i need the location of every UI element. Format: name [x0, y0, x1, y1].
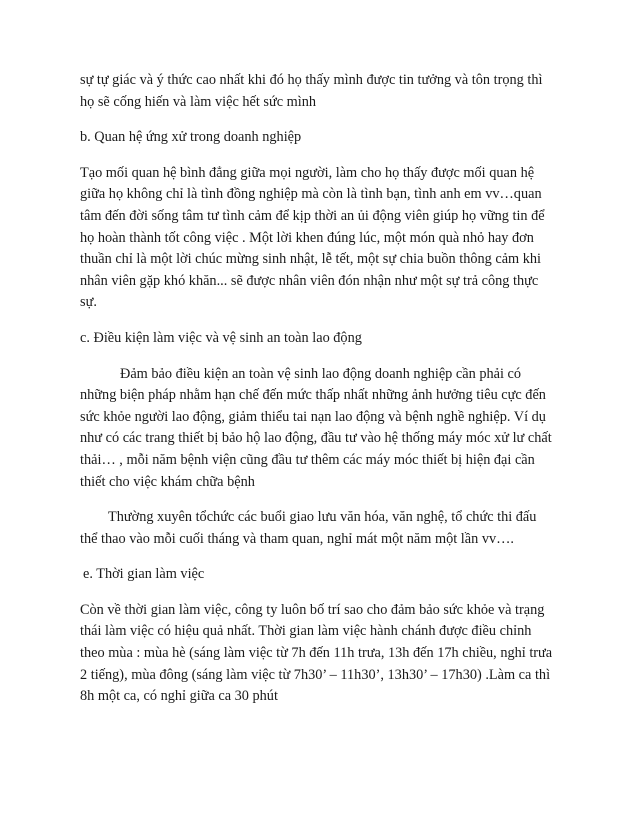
text-line: Tạo mối quan hệ bình đẳng giữa mọi người, làm cho họ thấy được mối quan hệ — [80, 164, 535, 181]
text-line: thải… , mỗi năm bệnh viện cũng đầu tư thêm các máy móc thiết bị hiện đại cần — [80, 451, 535, 468]
text-line: giữa họ không chỉ là tình đồng nghiệp mà còn là tình bạn, tình anh em vv…quan — [80, 186, 542, 203]
text-line: nhân viên gặp khó khăn... sẽ được nhân viên đón nhận như một sự trả công thực — [80, 272, 539, 289]
text-line: theo mùa : mùa hè (sáng làm việc từ 7h đến 11h trưa, 13h đến 17h chiều, nghỉ trưa — [80, 645, 553, 662]
text-line: thể thao vào mỗi cuối tháng và tham quan, nghỉ mát một năm một lần vv…. — [80, 530, 514, 547]
paragraph-working-hours — [80, 600, 565, 708]
text-line: họ sẽ cống hiến và làm việc hết sức mình — [80, 93, 317, 110]
section-heading-e: e. Thời gian làm việc — [83, 566, 205, 583]
paragraph-relationships — [80, 163, 565, 314]
text-line: tâm đến đời sống tâm tư tình cảm để kịp thời an ủi động viên giúp họ vững tin để — [80, 207, 545, 224]
text-line: thuần chỉ là một lời chúc mừng sinh nhật, lễ tết, một sự chia buồn thông cảm khi — [80, 251, 542, 268]
section-heading-c: c. Điều kiện làm việc và vệ sinh an toàn lao động — [80, 329, 362, 346]
paragraph-working-conditions — [80, 364, 565, 494]
text-line: Thường xuyên tổchức các buổi giao lưu văn hóa, văn nghệ, tổ chức thi đấu — [108, 509, 537, 526]
text-line: sự tự giác và ý thức cao nhất khi đó họ thấy mình được tin tưởng và tôn trọng thì — [80, 72, 543, 88]
paragraph-activities — [80, 507, 565, 550]
text-line: sức khỏe người lao động, giảm thiểu tai nạn lao động và bệnh nghề nghiệp. Ví dụ — [80, 408, 546, 425]
text-line: thái làm việc có hiệu quả nhất. Thời gian làm việc hành chánh được điều chỉnh — [80, 623, 532, 640]
text-line: thiết cho việc khám chữa bệnh — [80, 473, 255, 490]
text-line: Còn về thời gian làm việc, công ty luôn bố trí sao cho đảm bảo sức khỏe và trạng — [80, 601, 545, 618]
text-line: 8h một ca, có nghỉ giữa ca 30 phút — [80, 688, 278, 705]
text-line: Đảm bảo điều kiện an toàn vệ sinh lao động doanh nghiệp cần phải có — [120, 365, 521, 382]
text-line: sự. — [80, 294, 97, 311]
text-line: những biện pháp nhằm hạn chế đến mức thấp nhất những ảnh hưởng tiêu cực đến — [80, 387, 546, 404]
text-line: 2 tiếng), mùa đông (sáng làm việc từ 7h30’ – 11h30’, 13h30’ – 17h30) .Làm ca thì — [80, 666, 551, 683]
paragraph-intro — [80, 70, 565, 113]
document-page — [80, 70, 565, 722]
text-line: họ hoàn thành tốt công việc . Một lời khen đúng lúc, một món quà nhỏ hay đơn — [80, 229, 534, 246]
section-heading-b: b. Quan hệ ứng xử trong doanh nghiệp — [80, 129, 302, 146]
text-line: như có các trang thiết bị bảo hộ lao động, đầu tư vào hệ thống máy móc xử lư chất — [80, 430, 552, 447]
